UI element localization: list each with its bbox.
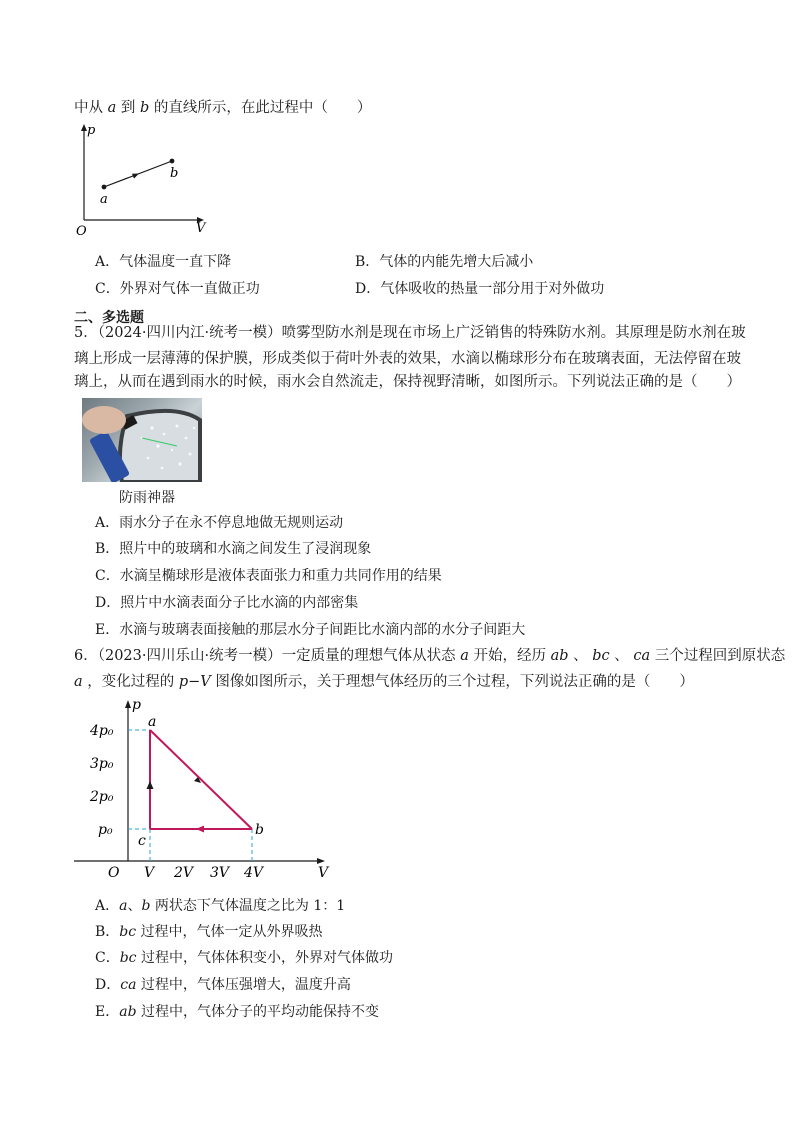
q5-stem-line2: 璃上形成一层薄薄的保护膜，形成类似于荷叶外表的效果，水滴以椭球形分布在玻璃表面，无法停留在玻 <box>74 351 741 367</box>
q6-xtick-2v: 2V <box>174 865 194 881</box>
q4-option-a[interactable]: A．气体温度一直下降 <box>95 254 232 270</box>
q6-b-label: b <box>255 822 264 838</box>
q5-photo-caption: 防雨神器 <box>119 490 175 506</box>
q6-option-e[interactable]: E．ab 过程中，气体分子的平均动能保持不变 <box>95 1004 379 1020</box>
q4-option-c[interactable]: C．外界对气体一直做正功 <box>95 281 260 297</box>
q6-stem-line1: 6．（2023·四川乐山·统考一模）一定质量的理想气体从状态 a 开始，经历 ab 、 bc 、 ca 三个过程回到原状态 <box>74 648 786 664</box>
q4-a-label: a <box>100 192 108 207</box>
q5-stem-line3: 璃上，从而在遇到雨水的时候，雨水会自然流走，保持视野清晰，如图所示。下列说法正确的是（ ） <box>74 374 741 390</box>
q6-option-a[interactable]: A．a、b 两状态下气体温度之比为 1：1 <box>95 898 346 914</box>
hand <box>82 406 126 434</box>
q6-option-b[interactable]: B．bc 过程中，气体一定从外界吸热 <box>95 924 323 940</box>
q4-p-label: p <box>87 123 96 138</box>
q4-option-d[interactable]: D．气体吸收的热量一部分用于对外做功 <box>355 281 605 297</box>
q6-stem-line2: a ，变化过程的 p−V 图像如图所示，关于理想气体经历的三个过程，下列说法正确的是（ ） <box>74 674 694 690</box>
q6-xtick-3v: 3V <box>210 865 230 881</box>
q6-xtick-4v: 4V <box>244 865 264 881</box>
q5-option-b[interactable]: B．照片中的玻璃和水滴之间发生了浸润现象 <box>95 541 372 557</box>
q5-option-c[interactable]: C．水滴呈椭球形是液体表面张力和重力共同作用的结果 <box>95 568 442 584</box>
q6-v-label: V <box>318 865 329 881</box>
q5-option-e[interactable]: E．水滴与玻璃表面接触的那层水分子间距比水滴内部的水分子间距大 <box>95 622 526 638</box>
q4-v-label: V <box>196 221 206 236</box>
q4-option-b[interactable]: B．气体的内能先增大后减小 <box>355 254 534 270</box>
q6-y-arrow <box>125 700 131 708</box>
q6-arrow-ca <box>147 781 154 789</box>
q4-b-label: b <box>170 166 179 181</box>
q6-c-label: c <box>138 833 146 849</box>
q6-option-c[interactable]: C．bc 过程中，气体体积变小，外界对气体做功 <box>95 950 393 966</box>
q5-photo <box>82 398 202 482</box>
q6-process-ab <box>150 730 252 829</box>
q6-ytick-p0: p₀ <box>98 822 113 838</box>
q6-origin-label: O <box>108 865 120 881</box>
q6-option-d[interactable]: D．ca 过程中，气体压强增大，温度升高 <box>95 977 351 993</box>
q6-pv-graph <box>70 695 340 885</box>
q4-process-arrow <box>132 174 139 179</box>
q6-arrow-bc <box>196 826 204 833</box>
q6-a-label: a <box>148 714 157 730</box>
q6-ytick-2p0: 2p₀ <box>90 789 114 805</box>
q6-xtick-v: V <box>144 865 155 881</box>
q4-stem: 中从 a 到 b 的直线所示，在此过程中（ ） <box>74 100 372 116</box>
q6-guide-lines <box>128 730 252 861</box>
q5-option-d[interactable]: D．照片中水滴表面分子比水滴的内部密集 <box>95 595 359 611</box>
q6-ytick-3p0: 3p₀ <box>90 756 114 772</box>
q6-cycle <box>150 730 252 829</box>
q6-p-label: p <box>132 697 141 713</box>
q4-point-a <box>102 185 107 190</box>
q5-stem-line1: 5．（2024·四川内江·统考一模）喷雾型防水剂是现在市场上广泛销售的特殊防水剂。其原理是防水剂在玻 <box>74 325 746 341</box>
q4-point-b <box>170 159 175 164</box>
q4-origin-label: O <box>76 224 87 239</box>
q4-pv-graph <box>72 120 222 240</box>
section-title-multiple-choice: 二、多选题 <box>74 310 144 326</box>
q6-ytick-4p0: 4p₀ <box>90 723 114 739</box>
q6-x-arrow <box>317 858 325 864</box>
q5-photo-illustration <box>82 398 202 482</box>
q5-option-a[interactable]: A．雨水分子在永不停息地做无规则运动 <box>95 515 344 531</box>
